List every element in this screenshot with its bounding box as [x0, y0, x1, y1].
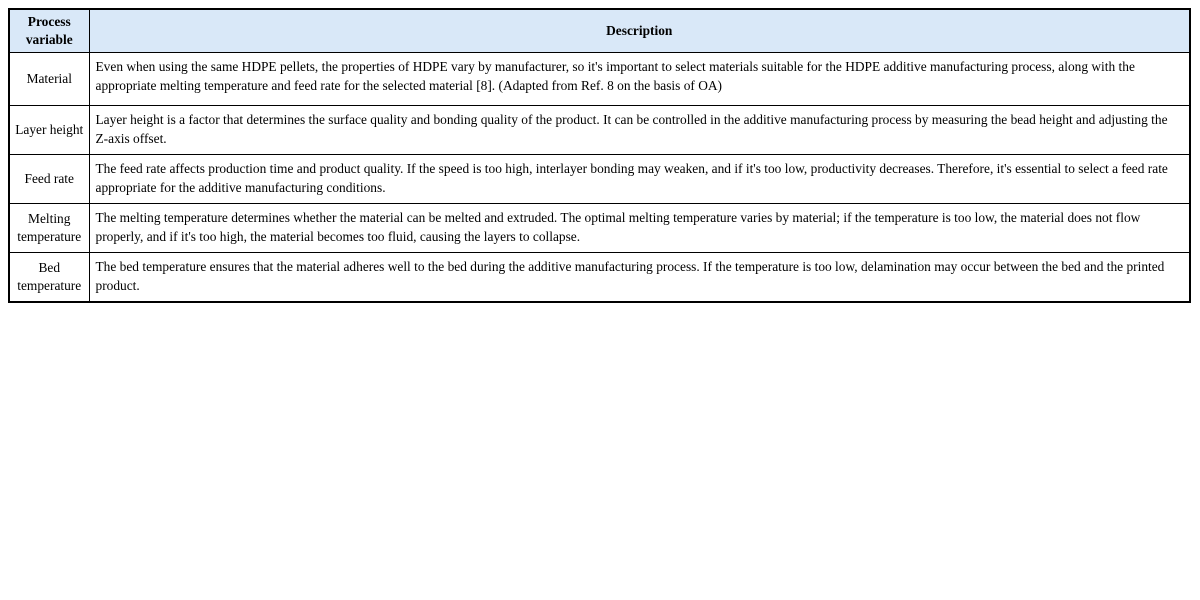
process-variables-table: [8, 8, 1191, 303]
variable-cell-feed-rate: Feed rate: [9, 155, 89, 204]
column-header-process-variable: Process variable: [9, 9, 89, 53]
table-row: [9, 53, 1190, 106]
description-cell-melting-temperature: The melting temperature determines whether the material can be melted and extruded. The optimal melting temperature varies by material; if the temperature is too low, the material does not flow properly, and if it's too high, the material becomes too fluid, causing the layers to collapse.: [89, 204, 1190, 253]
description-cell-bed-temperature: The bed temperature ensures that the material adheres well to the bed during the additive manufacturing process. If the temperature is too low, delamination may occur between the bed and the printed product.: [89, 253, 1190, 303]
variable-cell-melting-temperature: Melting temperature: [9, 204, 89, 253]
table-header-row: [9, 9, 1190, 53]
table-row: [9, 204, 1190, 253]
table-row: [9, 253, 1190, 303]
description-cell-feed-rate: The feed rate affects production time and product quality. If the speed is too high, interlayer bonding may weaken, and if it's too low, productivity decreases. Therefore, it's essential to select a feed rate appropriate for the additive manufacturing conditions.: [89, 155, 1190, 204]
description-cell-layer-height: Layer height is a factor that determines the surface quality and bonding quality of the product. It can be controlled in the additive manufacturing process by measuring the bead height and adjusting the Z-axis offset.: [89, 106, 1190, 155]
table-row: [9, 106, 1190, 155]
column-header-description: Description: [89, 9, 1190, 53]
table-row: [9, 155, 1190, 204]
variable-cell-bed-temperature: Bed temperature: [9, 253, 89, 303]
variable-cell-material: Material: [9, 53, 89, 106]
variable-cell-layer-height: Layer height: [9, 106, 89, 155]
description-cell-material: Even when using the same HDPE pellets, the properties of HDPE vary by manufacturer, so it's important to select materials suitable for the HDPE additive manufacturing process, along with the appropriate melting temperature and feed rate for the selected material [8]. (Adapted from Ref. 8 on the basis of OA): [89, 53, 1190, 106]
